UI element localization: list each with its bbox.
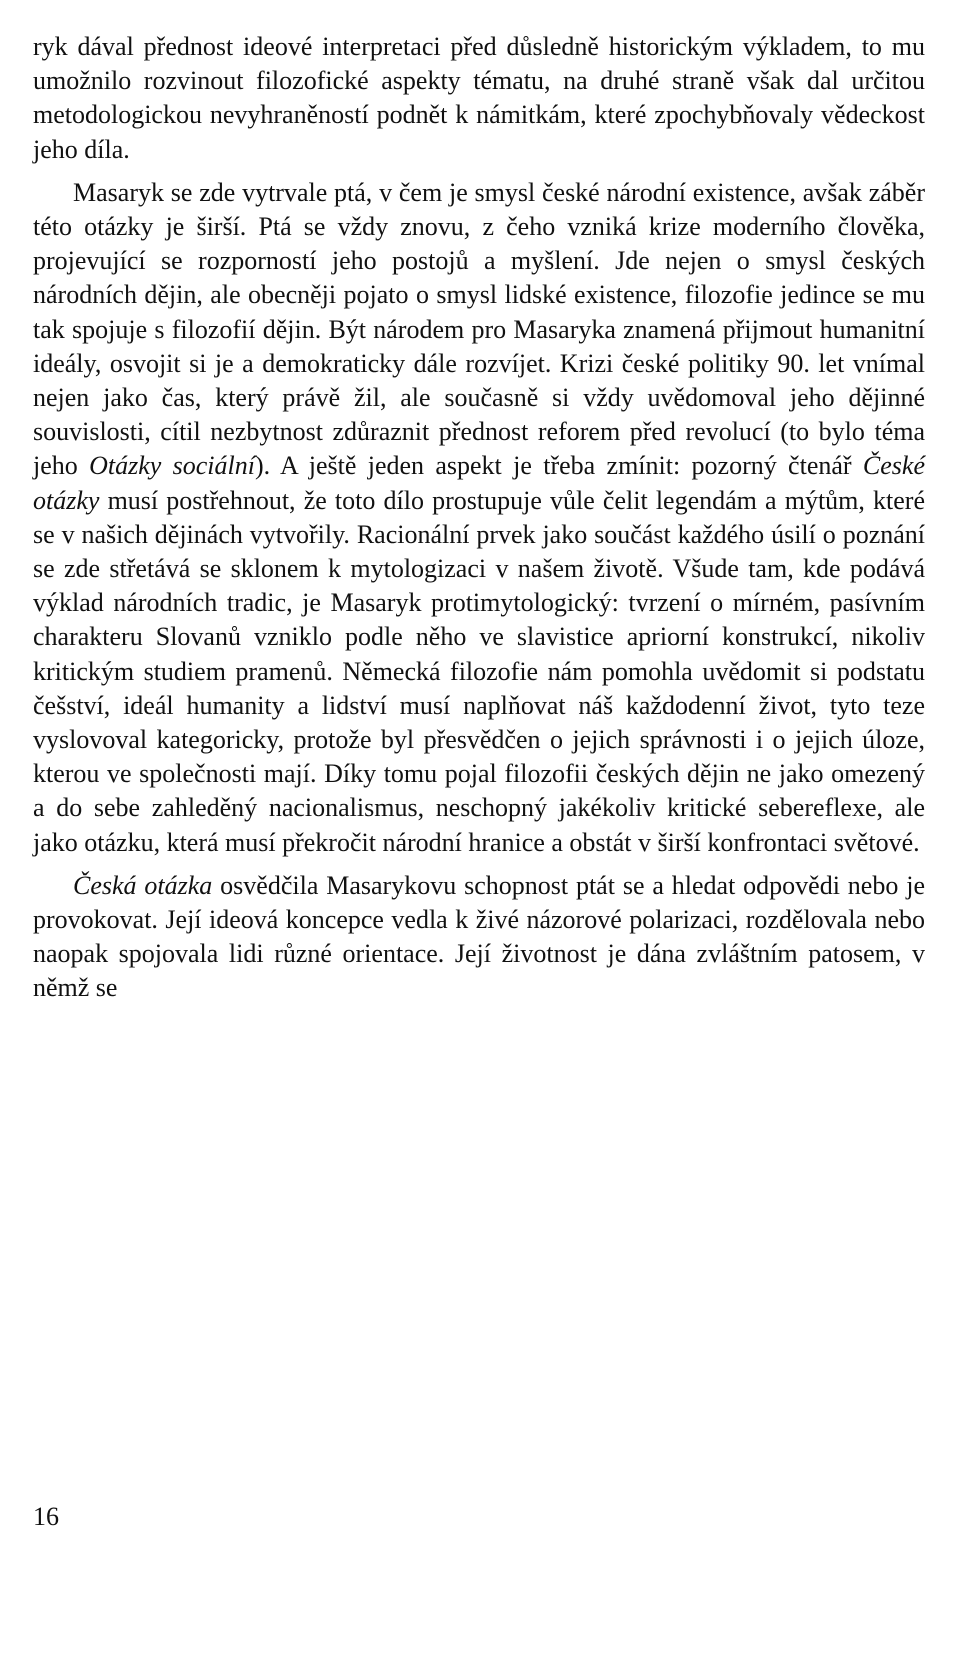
text-run: musí postřehnout, že toto dílo prostupuje vůle čelit legendám a mýtům, které se v našich dějinách vytvořily. Racionální prvek jako součást každého úsilí o poznání se zde střetává se sklonem k mytologizaci v našem životě. Všude tam, kde podává výklad národních tradic, je Masaryk protimytologický: tvrzení o mírném, pasívním charakteru Slovanů vzniklo podle něho ve slavistice apriorní konstrukcí, nikoliv kritickým studiem pramenů. Německá filozofie nám pomohla uvědomit si podstatu češství, ideál humanity a lidství musí naplňovat náš každodenní život, tyto teze vyslovoval kategoricky, protože byl přesvědčen o jejich správnosti i o jejich úloze, kterou ve společnosti mají. Díky tomu pojal filozofii českých dějin ne jako omezený a do sebe zahleděný nacionalismus, neschopný jakékoliv kritické sebereflexe, ale jako otázku, která musí překročit národní hranice a obstát v širší konfrontaci světové.: [33, 485, 925, 857]
paragraph-continuation: [33, 30, 925, 167]
text-run: osvědčila Masarykovu schopnost ptát se a hledat odpovědi nebo je provokovat. Její ideová koncepce vedla k živé názorové polarizaci, rozdělovala nebo naopak spojovala lidi různé orientace. Její životnost je dána zvláštním patosem, v němž se: [33, 870, 925, 1003]
page-number: 16: [33, 1502, 59, 1531]
text-run: ). A ještě jeden aspekt je třeba zmínit: pozorný čtenář: [254, 451, 863, 481]
italic-title-otazka-socialni: Otázky sociální: [89, 451, 255, 481]
paragraph: [33, 869, 925, 1006]
text-run: ryk dával přednost ideové interpretaci před důsledně historickým výkladem, to mu umožnilo rozvinout filozofické aspekty tématu, na druhé straně však dal určitou metodologickou nevyhraněností podnět k námitkám, které zpochybňovaly vědeckost jeho díla.: [33, 32, 925, 164]
body-text: [33, 30, 925, 1006]
text-run: Masaryk se zde vytrvale ptá, v čem je smysl české národní existence, avšak záběr této otázky je širší. Ptá se vždy znovu, z čeho vzniká krize moderního člověka, projevující se rozporností jeho postojů a myšlení. Jde nejen o smysl českých národních dějin, ale obecněji pojato o smysl lidské existence, filozofie jedince se mu tak spojuje s filozofií dějin. Být národem pro Masaryka znamená přijmout humanitní ideály, osvojit si je a demokraticky dále rozvíjet. Krizi české politiky 90. let vnímal nejen jako čas, který právě žil, ale současně si vždy uvědomoval jeho dějinné souvislosti, cítil nezbytnost zdůraznit přednost reforem před revolucí (to bylo téma jeho: [33, 177, 925, 481]
paragraph: [33, 176, 925, 860]
italic-title-ceska-otazka: Česká otázka: [73, 870, 213, 900]
italic-title-ceske-otazky: České otázky: [33, 451, 925, 515]
